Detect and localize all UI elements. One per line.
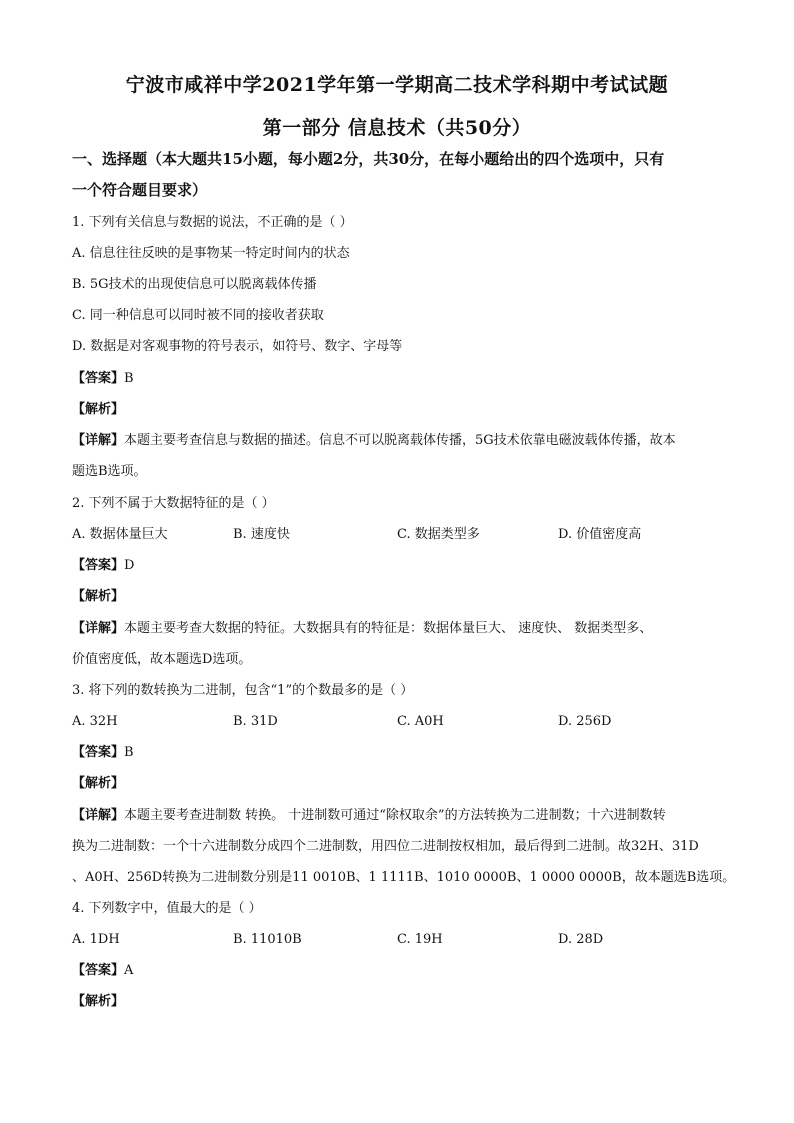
q3-analysis [72, 775, 734, 793]
q4-option-a: A. 1DH [72, 932, 120, 947]
detail-label: 【详解】 [72, 621, 125, 636]
analysis-label: 【解析】 [72, 589, 125, 604]
q2-detail-text-1: 本题主要考查大数据的特征。大数据具有的特征是：数据体量巨大、 速度快、 数据类型多、 [124, 621, 653, 636]
q1-detail-line-1 [72, 432, 734, 450]
q3-answer-value: B [124, 745, 134, 760]
q4-option-d: D. 28D [558, 932, 604, 947]
q1-answer-value: B [124, 371, 134, 386]
q2-option-c: C. 数据类型多 [397, 527, 480, 542]
q3-option-a: A. 32H [72, 714, 118, 729]
q3-option-b: B. 31D [233, 714, 278, 729]
q4-analysis [72, 993, 734, 1011]
q2-analysis [72, 588, 734, 606]
q2-option-b: B. 速度快 [233, 527, 290, 542]
answer-label: 【答案】 [72, 371, 125, 386]
q2-answer [72, 557, 734, 575]
answer-label: 【答案】 [72, 963, 125, 978]
q3-option-d: D. 256D [558, 714, 612, 729]
q3-detail-text-1: 本题主要考查进制数 转换。 十进制数可通过“除权取余”的方法转换为二进制数；十六进制数转 [124, 808, 666, 823]
q1-detail-text-1: 本题主要考查信息与数据的描述。信息不可以脱离载体传播，5G技术依靠电磁波载体传播，故本 [124, 433, 676, 448]
detail-label: 【详解】 [72, 808, 125, 823]
answer-label: 【答案】 [72, 558, 125, 573]
q3-detail-line-3: 、A0H、256D转换为二进制数分别是11 0010B、1 1111B、1010 0000B、1 0000 0000B，故本题选B选项。 [72, 870, 736, 885]
q2-stem: 2. 下列不属于大数据特征的是（ ） [72, 496, 275, 511]
q3-option-c: C. A0H [397, 714, 444, 729]
q2-detail-line-1 [72, 620, 734, 638]
q1-option-c: C. 同一种信息可以同时被不同的接收者获取 [72, 308, 324, 323]
q3-answer [72, 744, 734, 762]
q3-detail-line-1 [72, 807, 734, 825]
analysis-label: 【解析】 [72, 994, 125, 1009]
q1-detail-line-2: 题选B选项。 [72, 464, 147, 479]
q2-option-d: D. 价值密度高 [558, 527, 642, 542]
detail-label: 【详解】 [72, 433, 125, 448]
q1-option-d: D. 数据是对客观事物的符号表示，如符号、数字、字母等 [72, 339, 403, 354]
section-heading-line-2: 一个符合题目要求） [72, 181, 208, 199]
q3-stem: 3. 将下列的数转换为二进制，包含“1”的个数最多的是（ ） [72, 683, 414, 698]
q1-option-b: B. 5G技术的出现使信息可以脱离载体传播 [72, 277, 317, 292]
q4-option-c: C. 19H [397, 932, 443, 947]
q3-detail-line-2: 换为二进制数：一个十六进制数分成四个二进制数，用四位二进制按权相加，最后得到二进制。故32H、31D [72, 839, 699, 854]
q2-option-a: A. 数据体量巨大 [72, 527, 168, 542]
section-heading-line-1: 一、选择题（本大题共15小题，每小题2分，共30分，在每小题给出的四个选项中，只有 [72, 150, 665, 168]
q1-analysis [72, 401, 734, 419]
answer-label: 【答案】 [72, 745, 125, 760]
q4-answer-value: A [124, 963, 134, 978]
q2-detail-line-2: 价值密度低，故本题选D选项。 [72, 652, 252, 667]
q1-option-a: A. 信息往往反映的是事物某一特定时间内的状态 [72, 246, 350, 261]
page-title: 宁波市咸祥中学2021学年第一学期高二技术学科期中考试试题 [125, 74, 669, 96]
analysis-label: 【解析】 [72, 402, 125, 417]
q1-answer [72, 370, 734, 388]
q4-option-b: B. 11010B [233, 932, 302, 947]
q4-stem: 4. 下列数字中，值最大的是（ ） [72, 901, 262, 916]
q1-stem: 1. 下列有关信息与数据的说法，不正确的是（ ） [72, 215, 353, 230]
q4-answer [72, 962, 734, 980]
q2-answer-value: D [124, 558, 135, 573]
page-subtitle: 第一部分 信息技术（共50分） [262, 117, 532, 139]
analysis-label: 【解析】 [72, 776, 125, 791]
